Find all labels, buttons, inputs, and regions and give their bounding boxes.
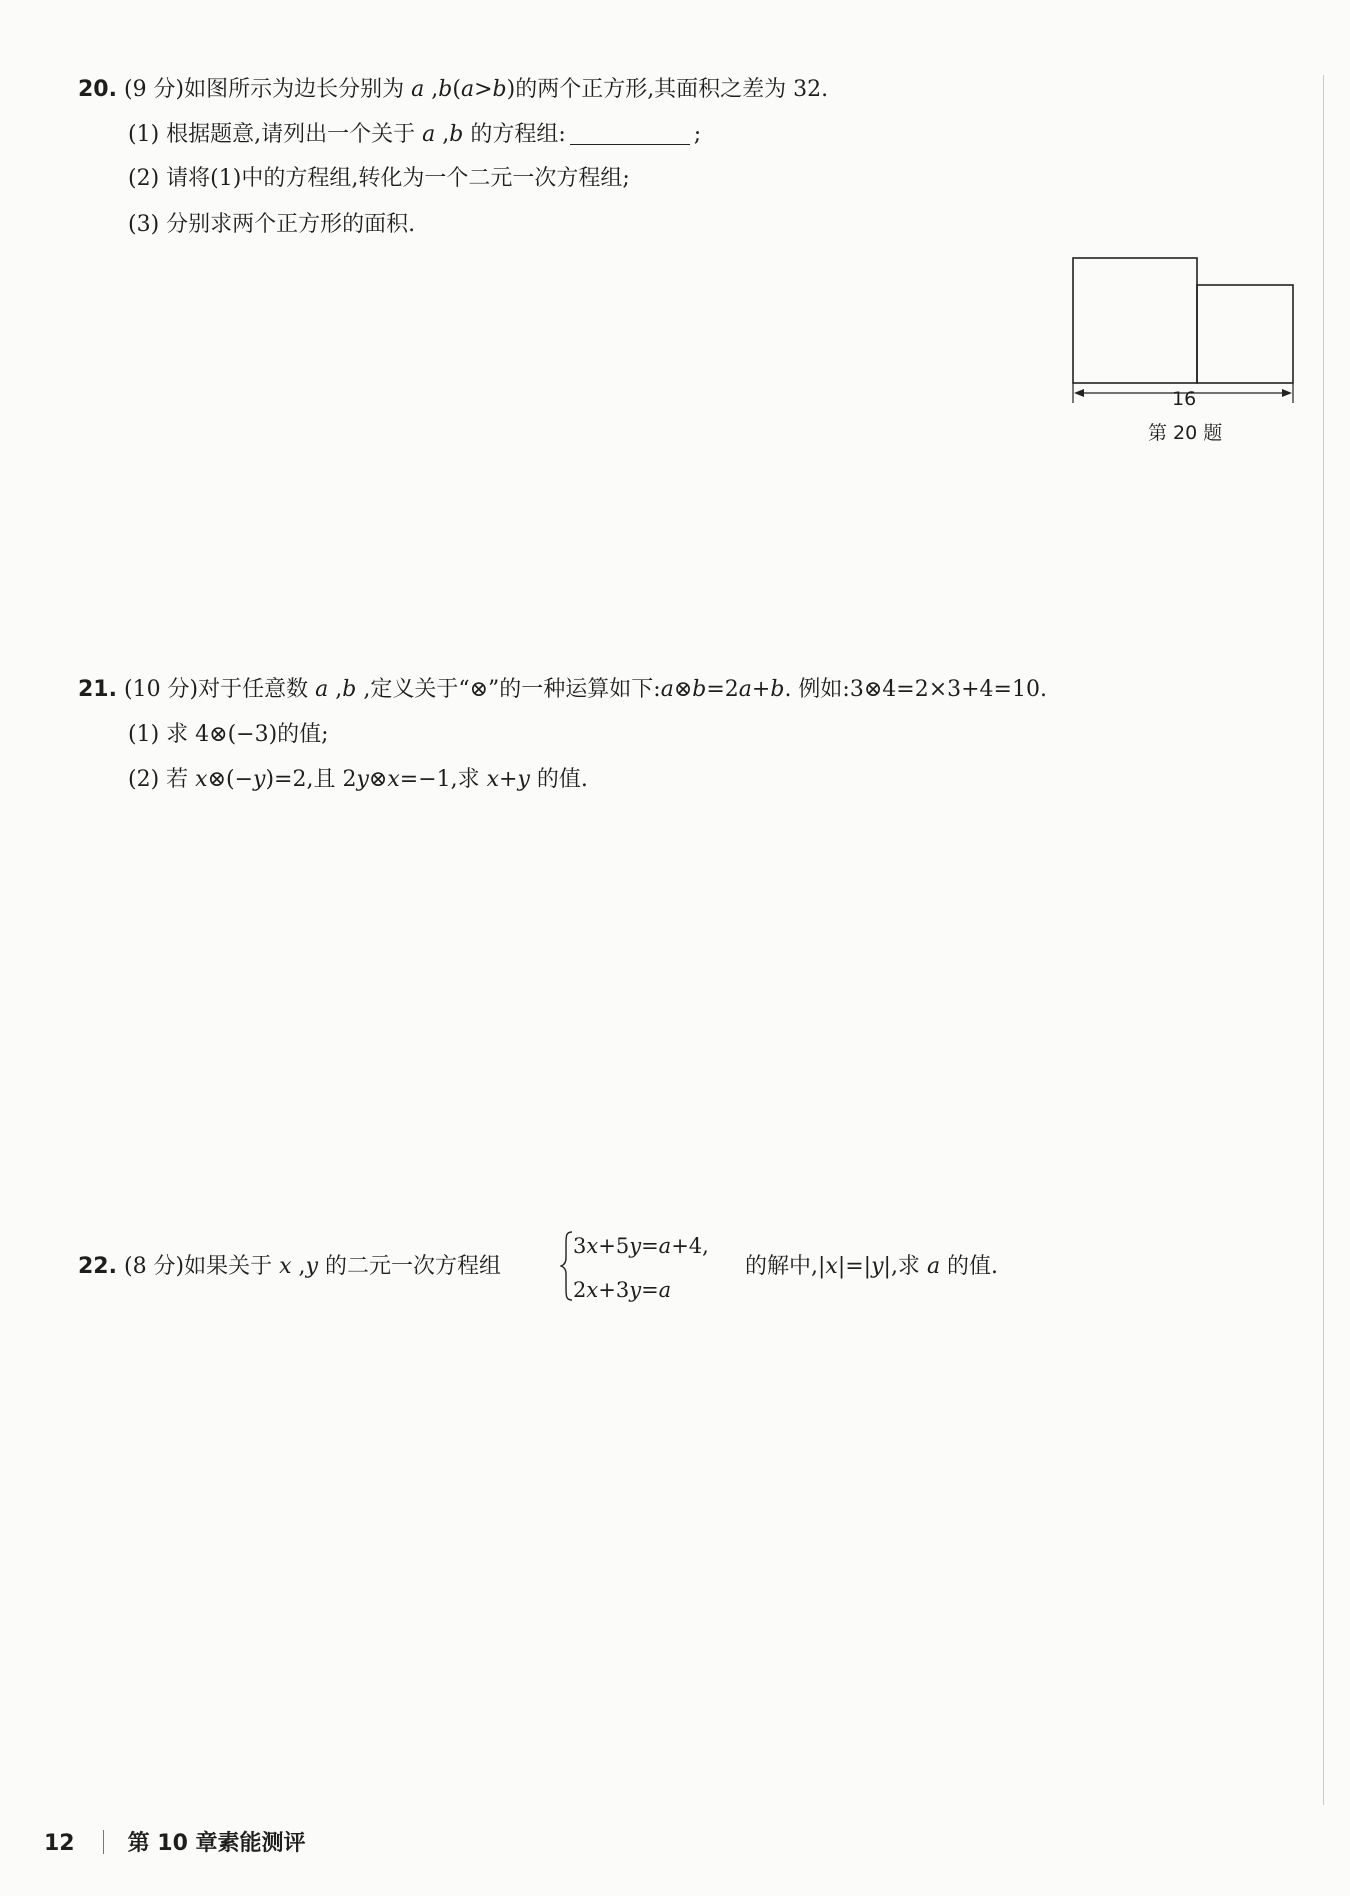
large-square	[1073, 258, 1197, 383]
var-x: x	[195, 767, 208, 792]
chapter-title: 第 10 章素能测评	[127, 1831, 306, 1856]
q21-part1: (1) 求 4⊗(−3)的值;	[128, 722, 329, 747]
q21-stem-text: (10 分)对于任意数	[123, 677, 316, 702]
var-a: a	[422, 122, 436, 147]
var-x: x	[825, 1254, 838, 1279]
q20-number: 20.	[78, 77, 117, 102]
var-b: b	[692, 677, 707, 702]
plus-sign: +	[499, 767, 518, 792]
var-y: y	[356, 767, 369, 792]
coef: +3	[598, 1278, 630, 1302]
q22-tail-end: 的值.	[940, 1254, 999, 1279]
coef: 2	[573, 1278, 587, 1302]
q21-stem	[78, 675, 1047, 705]
q21-number: 21.	[78, 677, 117, 702]
q21-stem-text-2: ,定义关于“⊗”的一种运算如下:	[356, 677, 661, 702]
var-x: x	[279, 1254, 292, 1279]
q21-part2-text-3: =−1,求	[399, 767, 487, 792]
coef: 3	[573, 1234, 587, 1258]
var-y: y	[305, 1254, 318, 1279]
var-y: y	[253, 767, 266, 792]
q22-stem-text: (8 分)如果关于	[123, 1254, 280, 1279]
var-y: y	[517, 767, 530, 792]
comma: ,	[291, 1254, 306, 1279]
page-edge-rule	[1323, 75, 1324, 1805]
var-a: a	[315, 677, 329, 702]
q20-stem	[78, 75, 828, 105]
q20-stem-text: (9 分)如图所示为边长分别为	[123, 77, 412, 102]
equals: =	[641, 1278, 659, 1302]
var-a: a	[738, 677, 752, 702]
q21-part2	[128, 765, 588, 795]
q22-tail-text-2: |,求	[883, 1254, 927, 1279]
var-x: x	[486, 767, 500, 792]
q22-number: 22.	[78, 1254, 117, 1279]
footer-divider	[103, 1830, 104, 1854]
q20-part1	[128, 120, 701, 150]
q22-stem-tail	[745, 1252, 998, 1282]
otimes-sign: ⊗	[673, 677, 693, 702]
paren: (	[452, 77, 461, 102]
q22-stem-text-2: 的二元一次方程组	[318, 1254, 501, 1279]
page-footer	[44, 1826, 306, 1857]
var-b: b	[770, 677, 785, 702]
var-y: y	[871, 1254, 884, 1279]
q20-dimension-label: 16	[1172, 388, 1197, 410]
const: +4,	[671, 1234, 709, 1258]
otimes-sign: ⊗	[368, 767, 388, 792]
q20-stem-tail: )的两个正方形,其面积之差为 32.	[506, 77, 829, 102]
q21-part2-text: (2) 若	[128, 767, 196, 792]
abs-equals: |=|	[837, 1254, 872, 1279]
arrow-right-icon	[1282, 389, 1292, 397]
answer-blank[interactable]	[570, 122, 690, 145]
comma: ,	[424, 77, 439, 102]
var-b: b	[438, 77, 453, 102]
var-x: x	[586, 1234, 599, 1258]
equals: =	[641, 1234, 659, 1258]
equation-1	[573, 1232, 709, 1260]
page-number: 12	[44, 1831, 75, 1856]
var-a: a	[660, 677, 674, 702]
comma: ,	[328, 677, 343, 702]
q22-tail-text: 的解中,|	[745, 1254, 826, 1279]
q20-part3: (3) 分别求两个正方形的面积.	[128, 212, 416, 237]
semicolon: ;	[693, 122, 702, 147]
var-a: a	[460, 77, 475, 102]
gt-sign: >	[474, 77, 493, 102]
q20-part2: (2) 请将(1)中的方程组,转化为一个二元一次方程组;	[128, 166, 630, 191]
q21-part2-text-2: )=2,且 2	[265, 767, 357, 792]
otimes-paren: ⊗(−	[207, 767, 254, 792]
plus-sign: +	[751, 677, 771, 702]
var-a: a	[411, 77, 425, 102]
var-b: b	[342, 677, 357, 702]
q20-part1-text-2: 的方程组:	[463, 122, 566, 147]
small-square	[1197, 285, 1293, 383]
arrow-left-icon	[1074, 389, 1084, 397]
equation-2	[573, 1276, 671, 1304]
var-x: x	[387, 767, 400, 792]
coef: +5	[598, 1234, 630, 1258]
q21-example: . 例如:3⊗4=2×3+4=10.	[784, 677, 1047, 702]
equals-2: =2	[706, 677, 739, 702]
var-x: x	[586, 1278, 599, 1302]
q20-part1-text: (1) 根据题意,请列出一个关于	[128, 122, 423, 147]
var-a: a	[658, 1234, 672, 1258]
q20-figure	[1070, 255, 1300, 405]
q22-stem	[78, 1252, 501, 1282]
var-a: a	[658, 1278, 672, 1302]
q20-figure-caption: 第 20 题	[1148, 422, 1223, 444]
var-a: a	[926, 1254, 941, 1279]
var-y: y	[629, 1278, 642, 1302]
left-brace-icon	[560, 1230, 574, 1302]
var-y: y	[629, 1234, 642, 1258]
comma: ,	[435, 122, 450, 147]
q21-part2-tail: 的值.	[529, 767, 588, 792]
var-b: b	[449, 122, 464, 147]
var-b: b	[492, 77, 507, 102]
